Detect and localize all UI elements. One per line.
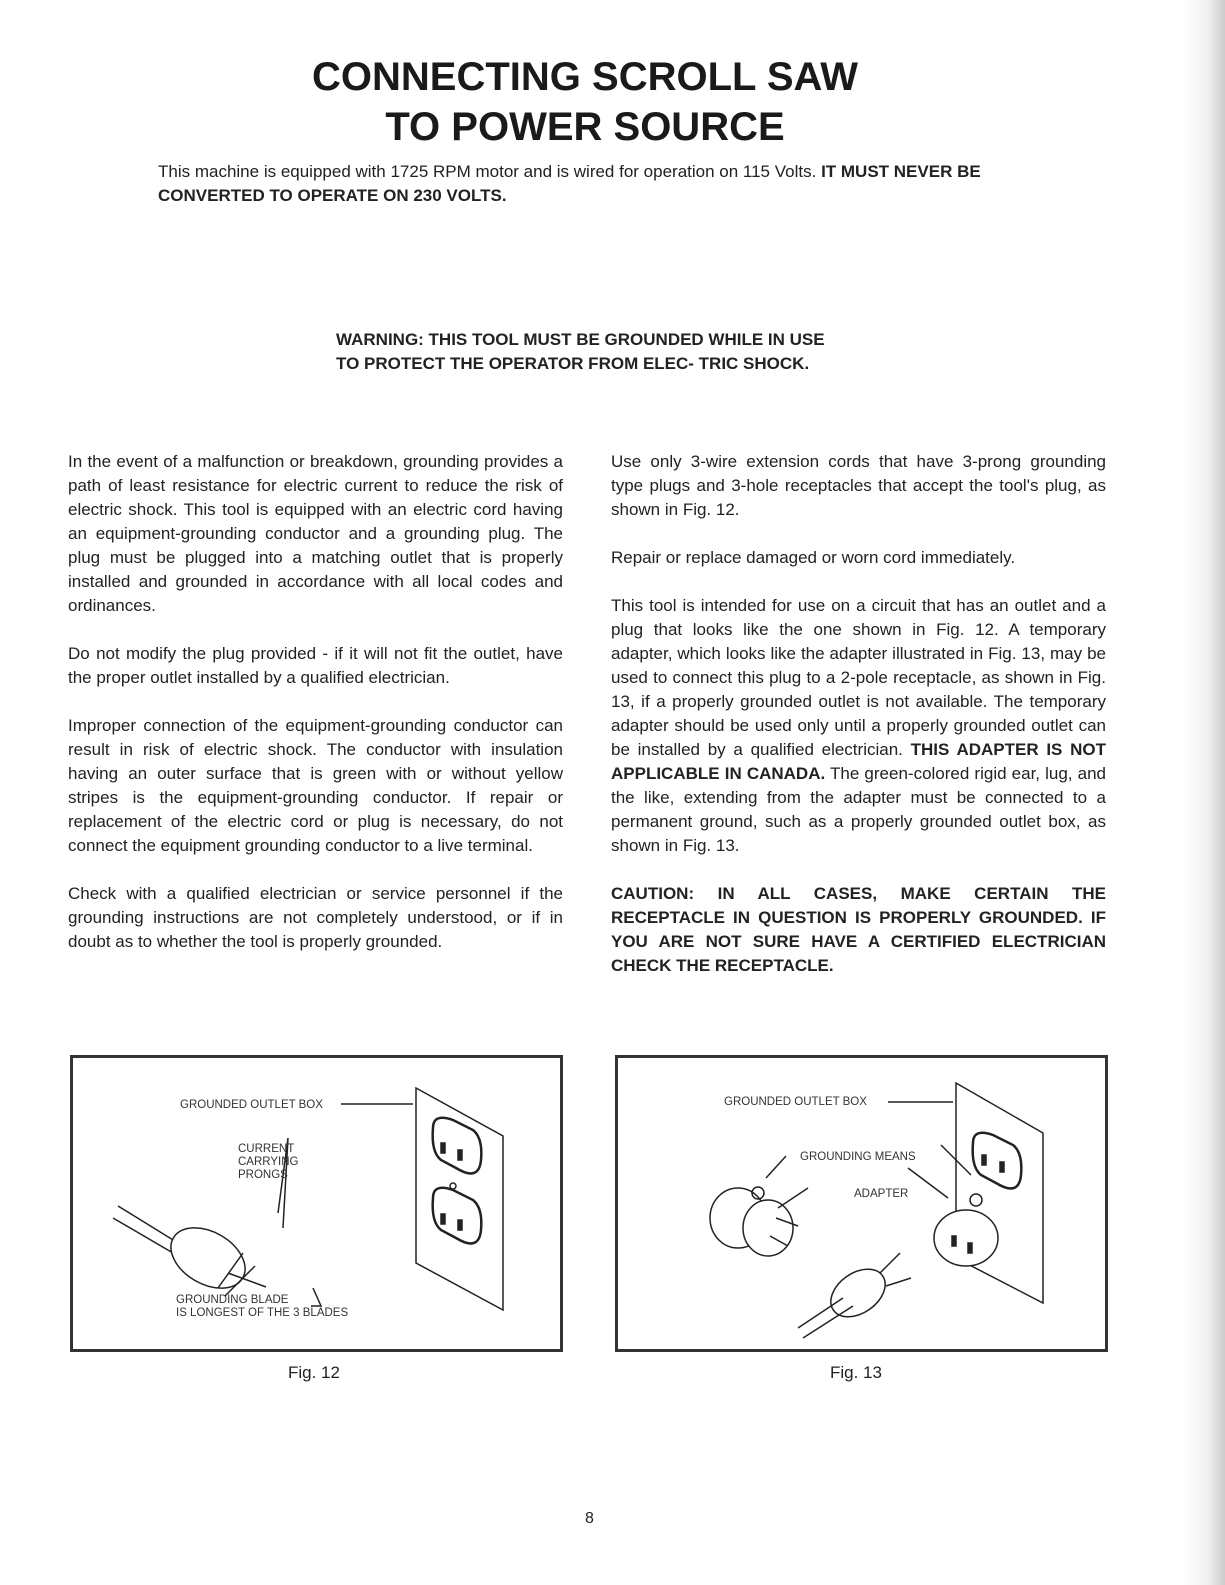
figure-13 [615, 1055, 1108, 1352]
label-line: PRONGS [238, 1169, 288, 1181]
label-line: CURRENT [238, 1143, 295, 1155]
paragraph-text: This tool is intended for use on a circuit that has an outlet and a plug that looks like the one shown in Fig. 12. A temporary adapter, which looks like the adapter illustrated in Fig. 13, may be used to connect this plug to a 2-pole receptacle, as shown in Fig. 13, if a properly grounded outlet is not available. The temporary adapter should be used only until a properly grounded outlet can be installed by a qualified electrician. [611, 596, 1106, 759]
paragraph: In the event of a malfunction or breakdown, grounding provides a path of least resistance for electric current to reduce the risk of electric shock. This tool is equipped with an electric cord having an equipment-grounding conductor and a grounding plug. The plug must be plugged into a matching outlet that is properly installed and grounded in accordance with all local codes and ordinances. [68, 452, 563, 615]
label-grounded-outlet-box: GROUNDED OUTLET BOX [724, 1096, 867, 1108]
intro-bold-warning: IT MUST NEVER BE CONVERTED TO OPERATE ON 230 VOLTS. [158, 162, 981, 205]
page-title [0, 52, 1170, 152]
paragraph: Check with a qualified electrician or service personnel if the grounding instructions are not completely understood, or if in doubt as to whether the tool is properly grounded. [68, 884, 563, 951]
label-adapter: ADAPTER [854, 1188, 909, 1200]
label-grounding-means: GROUNDING MEANS [800, 1151, 916, 1163]
page-number: 8 [585, 1510, 594, 1527]
figure-12 [70, 1055, 563, 1352]
title-line-1: CONNECTING SCROLL SAW [312, 55, 858, 99]
label-line: CARRYING [238, 1156, 299, 1168]
label-line: IS LONGEST OF THE 3 BLADES [176, 1307, 349, 1319]
binder-edge-shadow [1185, 0, 1225, 1585]
left-column [68, 450, 563, 978]
paragraph: Use only 3-wire extension cords that have 3-prong grounding type plugs and 3-hole receptacles that accept the tool's plug, as shown in Fig. 12. [611, 452, 1106, 519]
paragraph: Improper connection of the equipment-grounding conductor can result in risk of electric shock. The conductor with insulation having an outer surface that is green with or without yellow stripes is the equipment-grounding conductor. If repair or replacement of the electric cord or plug is necessary, do not connect the equipment grounding conductor to a live terminal. [68, 716, 563, 855]
figure-12-caption: Fig. 12 [288, 1363, 340, 1382]
intro-paragraph [158, 160, 1018, 208]
canada-notice: THIS ADAPTER IS NOT APPLICABLE IN CANADA. [611, 740, 1106, 783]
paragraph-text: The green-colored rigid ear, lug, and the like, extending from the adapter must be connected to a permanent ground, such as a properly grounded outlet box, as shown in Fig. 13. [611, 764, 1107, 855]
paragraph: Do not modify the plug provided - if it will not fit the outlet, have the proper outlet installed by a qualified electrician. [68, 644, 563, 687]
intro-text: This machine is equipped with 1725 RPM motor and is wired for operation on 115 Volts. [158, 162, 817, 181]
caution-block: CAUTION: IN ALL CASES, MAKE CERTAIN THE RECEPTACLE IN QUESTION IS PROPERLY GROUNDED. IF YOU ARE NOT SURE HAVE A CERTIFIED ELECTRICIAN CHECK THE RECEPTACLE. [611, 884, 1106, 975]
title-line-2: TO POWER SOURCE [385, 105, 785, 149]
paragraph [611, 594, 1106, 858]
right-column [611, 450, 1106, 1002]
figure-13-caption: Fig. 13 [830, 1363, 882, 1382]
label-grounded-outlet-box: GROUNDED OUTLET BOX [180, 1099, 323, 1111]
label-current-carrying-prongs [238, 1143, 299, 1182]
warning-block: WARNING: THIS TOOL MUST BE GROUNDED WHILE IN USE TO PROTECT THE OPERATOR FROM ELEC- TRIC SHOCK. [336, 330, 825, 373]
paragraph: Repair or replace damaged or worn cord immediately. [611, 548, 1016, 567]
label-line: GROUNDING BLADE [176, 1294, 289, 1306]
label-grounding-blade [176, 1294, 348, 1320]
